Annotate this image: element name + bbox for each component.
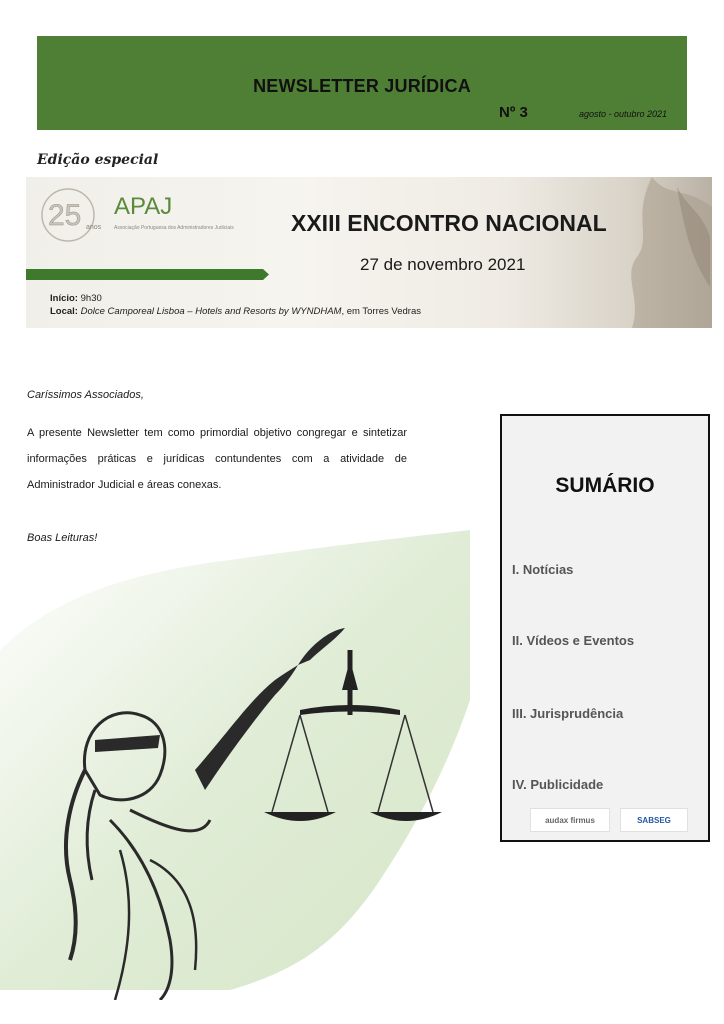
- summary-item-noticias[interactable]: I. Notícias: [512, 562, 574, 577]
- special-edition-label: Edição especial: [37, 152, 159, 168]
- event-info: [50, 292, 421, 318]
- summary-item-videos-eventos[interactable]: II. Vídeos e Eventos: [512, 633, 635, 648]
- apaj-25-anos-logo: [34, 187, 114, 243]
- issue-number: Nº 3: [499, 104, 528, 121]
- summary-box: [500, 414, 710, 842]
- start-time: 9h30: [80, 293, 102, 304]
- start-label: Início:: [50, 293, 78, 304]
- green-stripe-decoration: [26, 269, 269, 280]
- logo-number: 25: [48, 199, 82, 232]
- event-date: 27 de novembro 2021: [360, 255, 526, 274]
- statue-silhouette-image: [592, 177, 712, 328]
- location-label: Local:: [50, 306, 78, 317]
- intro-paragraph: A presente Newsletter tem como primordial objetivo congregar e sintetizar informações práticas e jurídicas contundentes com a atividade de Administrador Judicial e áreas conexas.: [27, 427, 407, 491]
- summary-item-jurisprudencia[interactable]: III. Jurisprudência: [512, 706, 624, 721]
- signoff: Boas Leituras!: [27, 532, 98, 544]
- summary-title: SUMÁRIO: [555, 474, 655, 497]
- summary-item-publicidade[interactable]: IV. Publicidade: [512, 777, 604, 792]
- location-venue: Dolce Camporeal Lisboa – Hotels and Resorts by WYNDHAM: [80, 306, 342, 317]
- newsletter-title: NEWSLETTER JURÍDICA: [253, 76, 471, 96]
- event-title: XXIII ENCONTRO NACIONAL: [291, 210, 607, 236]
- apaj-tagline: Associação Portuguesa dos Administradores Judiciais: [114, 225, 234, 231]
- sponsor-logo-audax-firmus: audax firmus: [530, 808, 610, 832]
- header-bar: [37, 36, 687, 130]
- lady-justice-illustration: [0, 500, 490, 1000]
- location-town: , em Torres Vedras: [341, 306, 422, 317]
- salutation: Caríssimos Associados,: [27, 389, 144, 401]
- issue-date: agosto - outubro 2021: [579, 109, 668, 119]
- sponsor-logo-sabseg: SABSEG: [620, 808, 688, 832]
- apaj-logo-text: APAJ: [114, 193, 173, 220]
- event-banner: [26, 177, 712, 328]
- logo-anos: anos: [86, 224, 102, 231]
